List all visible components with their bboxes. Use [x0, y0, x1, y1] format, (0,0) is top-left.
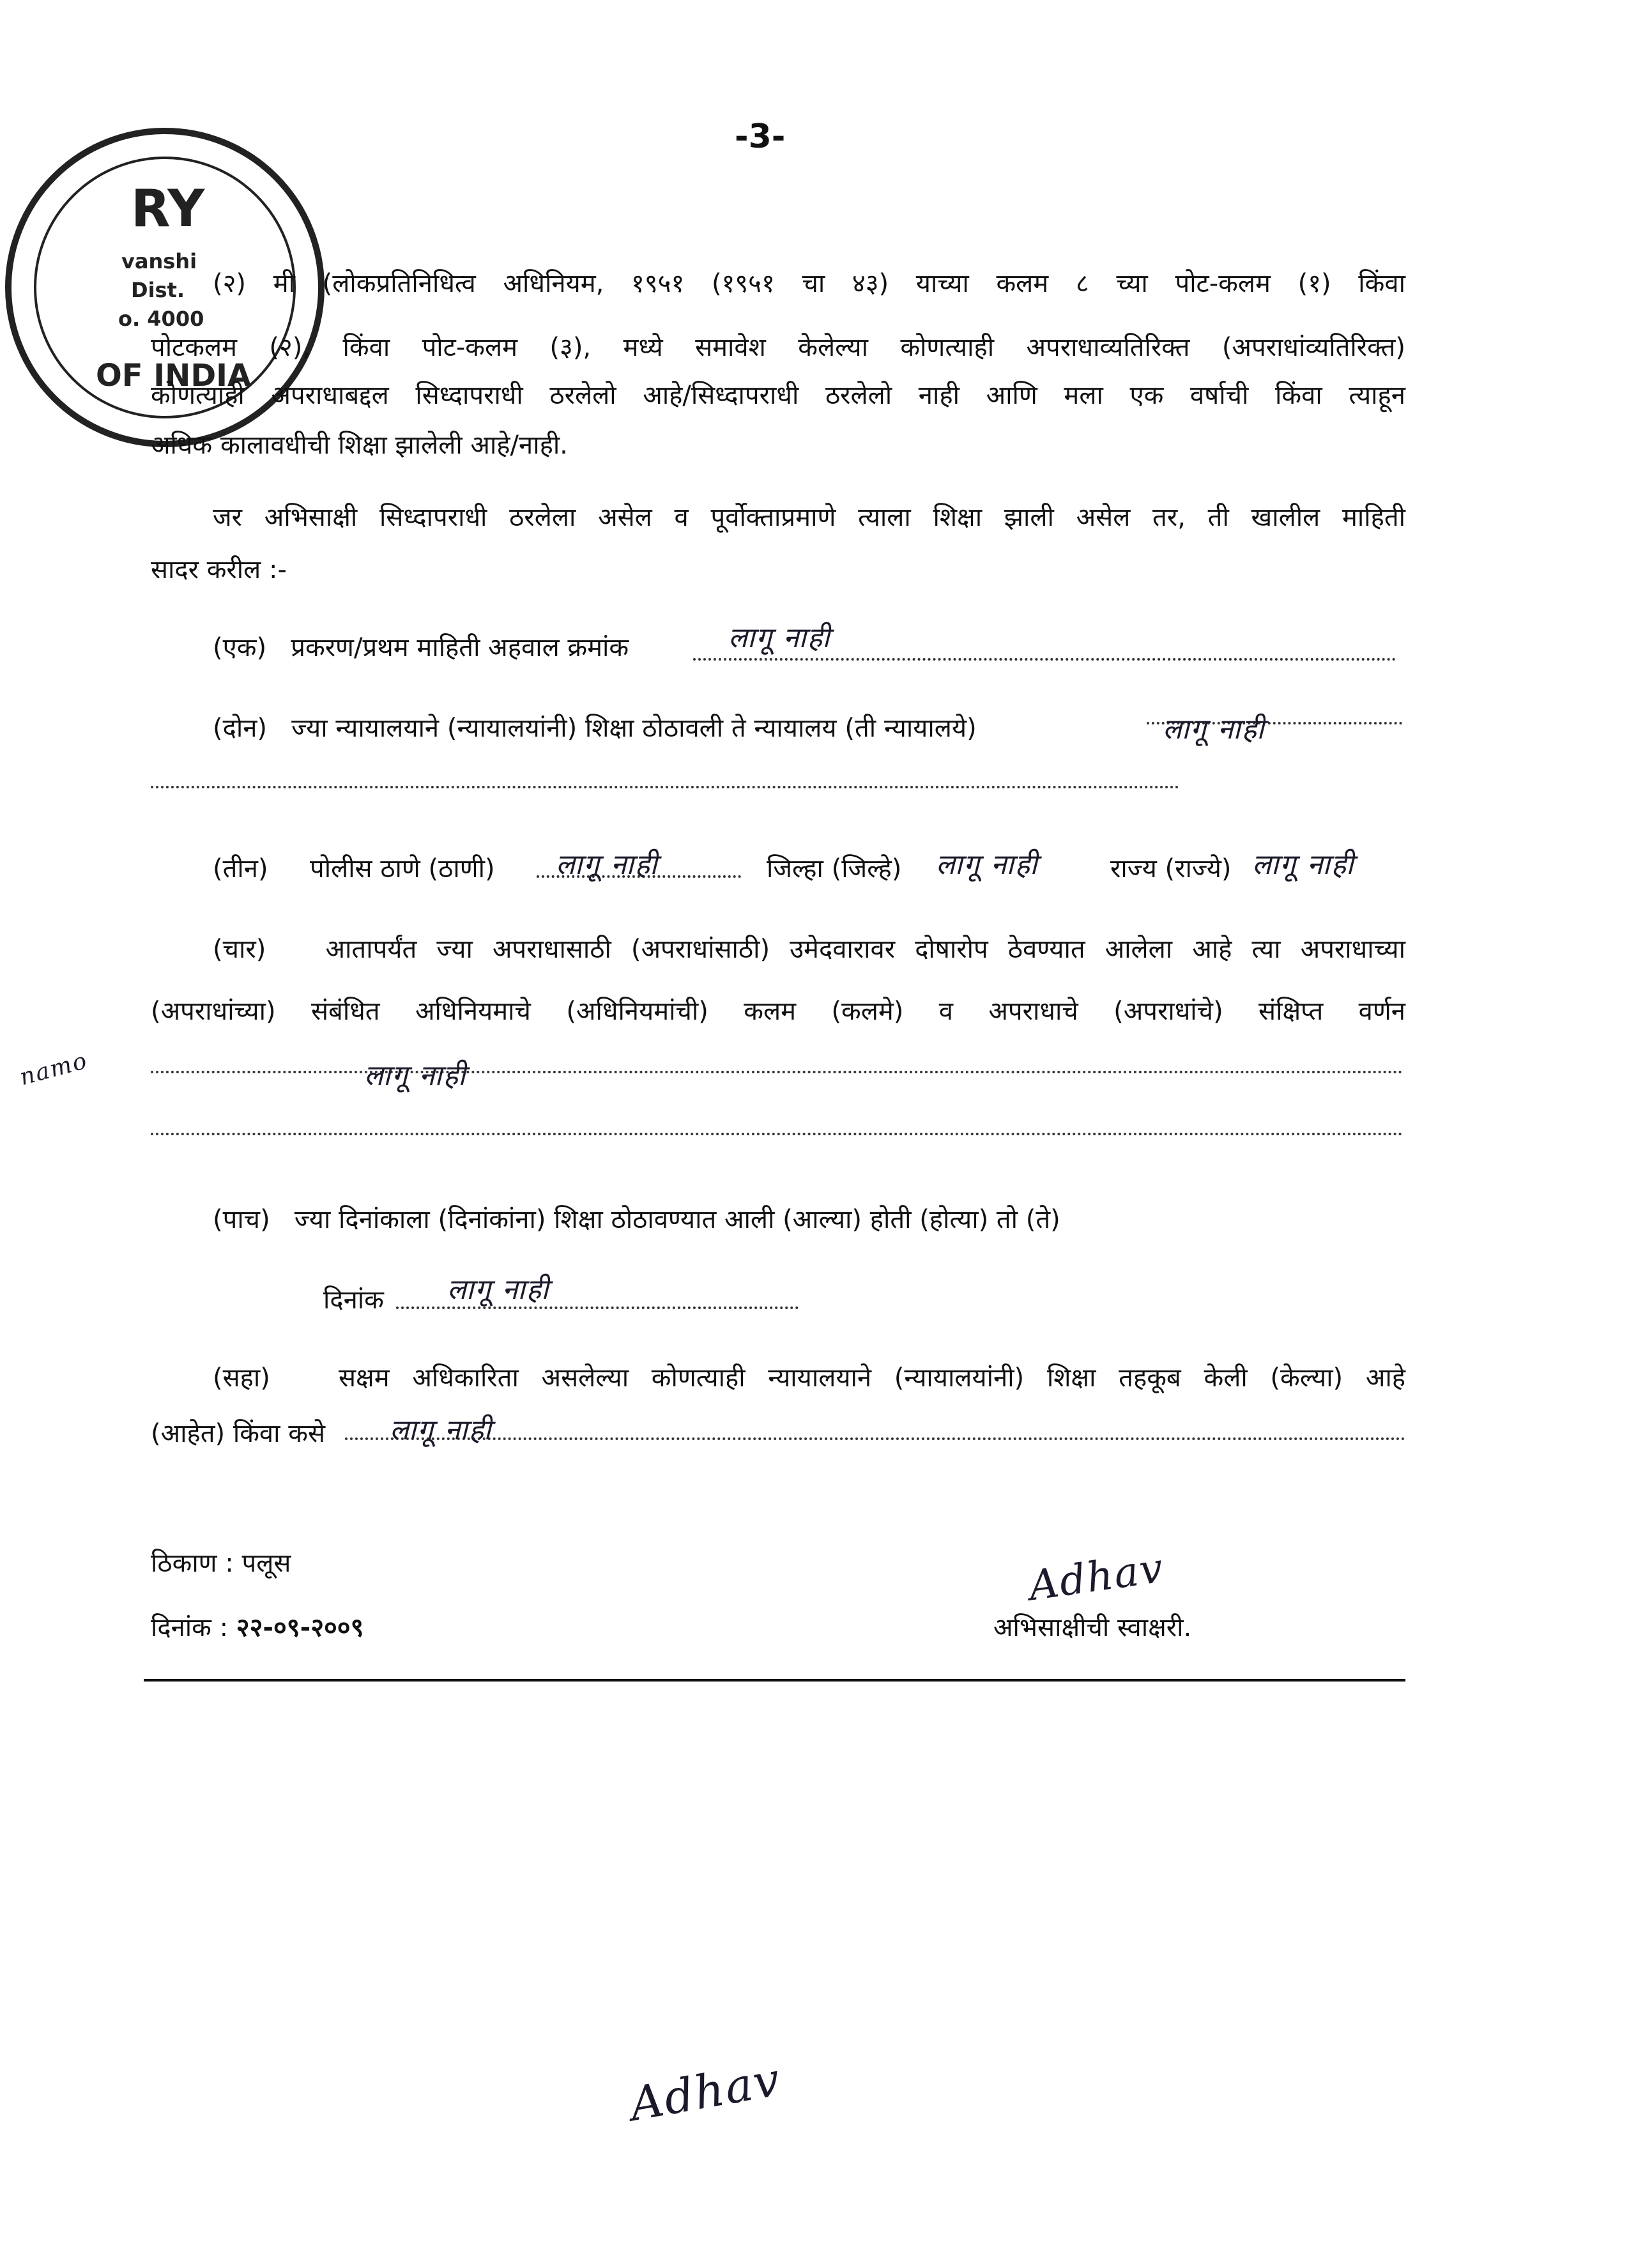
- place-label: ठिकाण :: [151, 1549, 234, 1578]
- item-number: (दोन): [213, 714, 268, 743]
- stamp-line: vanshi: [121, 249, 197, 273]
- item-char-line1: [213, 934, 1405, 965]
- stamp-top-text: RY: [131, 179, 205, 238]
- fill-line: [151, 786, 1179, 788]
- handwritten-value: लागू नाही: [1252, 848, 1355, 881]
- handwritten-value: लागू नाही: [728, 622, 831, 654]
- date-label: दिनांक :: [151, 1613, 229, 1643]
- item-label: प्रकरण/प्रथम माहिती अहवाल क्रमांक: [291, 633, 629, 663]
- page-number: -3-: [735, 118, 786, 156]
- item-pach: [213, 1204, 1060, 1235]
- item-text: सक्षम अधिकारिता असलेल्या कोणत्याही न्यायालयाने (न्यायालयांनी) शिक्षा तहकूब केली (केल्या) आहे: [339, 1363, 1405, 1393]
- item-ek: [213, 632, 629, 663]
- date-label: दिनांक: [323, 1285, 384, 1315]
- fill-line: [693, 658, 1396, 661]
- para1-line: अधिक कालावधीची शिक्षा झालेली आहे/नाही.: [151, 431, 568, 460]
- item-saha-line2: (आहेत) किंवा कसे: [151, 1419, 326, 1448]
- margin-note: namo: [17, 1047, 91, 1091]
- handwritten-value: लागू नाही: [447, 1273, 550, 1306]
- date: [151, 1613, 363, 1643]
- item-teen-number: (तीन): [213, 854, 268, 884]
- place: [151, 1548, 291, 1579]
- item-saha-line1: [213, 1363, 1405, 1393]
- item-number: (एक): [213, 633, 267, 663]
- signature: Adhav: [1025, 1544, 1167, 1611]
- signature-label: अभिसाक्षीची स्वाक्षरी.: [993, 1613, 1192, 1643]
- para2-line: जर अभिसाक्षी सिध्दापराधी ठरलेला असेल व पूर्वोक्ताप्रमाणे त्याला शिक्षा झाली असेल तर, ती खालील माहिती: [213, 503, 1405, 532]
- divider: [144, 1679, 1405, 1682]
- item-label: ज्या दिनांकाला (दिनांकांना) शिक्षा ठोठावण्यात आली (आल्या) होती (होत्या) तो (ते): [294, 1205, 1060, 1234]
- para1-line: (२) मी (लोकप्रतिनिधित्व अधिनियम, १९५१ (१९५१ चा ४३) याच्या कलम ८ च्या पोट-कलम (१) किंवा: [213, 269, 1405, 298]
- fill-line: [345, 1437, 1405, 1440]
- handwritten-value: लागू नाही: [936, 848, 1039, 881]
- bottom-signature: Adhav: [625, 2051, 785, 2132]
- stamp-bottom-text: OF INDIA: [96, 358, 252, 394]
- item-number: (सहा): [213, 1363, 270, 1393]
- handwritten-value: लागू नाही: [1163, 713, 1266, 746]
- item-text: आतापर्यंत ज्या अपराधासाठी (अपराधांसाठी) उमेदवारावर दोषारोप ठेवण्यात आलेला आहे त्या अपराधाच्या: [325, 935, 1405, 964]
- para1-line: पोटकलम (२), किंवा पोट-कलम (३), मध्ये समावेश केलेल्या कोणत्याही अपराधाव्यतिरिक्त (अपराधांव्यतिरिक्त): [151, 333, 1406, 362]
- para1-line: कोणत्याही अपराधाबद्दल सिध्दापराधी ठरलेलो आहे/सिध्दापराधी ठरलेलो नाही आणि मला एक वर्षाची किंवा त्याहून: [151, 381, 1405, 410]
- item-number: (चार): [213, 935, 266, 964]
- item-label: ज्या न्यायालयाने (न्यायालयांनी) शिक्षा ठोठावली ते न्यायालय (ती न्यायालये): [291, 714, 977, 743]
- district-label: जिल्हा (जिल्हे): [767, 854, 902, 884]
- item-don: [213, 713, 977, 744]
- stamp-line: Dist.: [131, 278, 185, 302]
- item-char-line2: (अपराधांच्या) संबंधित अधिनियमाचे (अधिनियमांची) कलम (कलमे) व अपराधाचे (अपराधांचे) संक्षिप्त वर्णन: [151, 997, 1405, 1026]
- handwritten-value: लागू नाही: [364, 1059, 467, 1092]
- handwritten-value: लागू नाही: [390, 1414, 493, 1446]
- handwritten-value: लागू नाही: [556, 848, 659, 881]
- fill-line: [151, 1071, 1403, 1073]
- para2-line: सादर करील :-: [151, 555, 287, 585]
- place-value: पलूस: [241, 1549, 291, 1578]
- police-station-label: पोलीस ठाणे (ठाणी): [310, 854, 495, 884]
- stamp-line: o. 4000: [118, 307, 204, 331]
- fill-line: [151, 1133, 1403, 1135]
- state-label: राज्य (राज्ये): [1110, 854, 1232, 884]
- date-value: २२-०९-२००९: [236, 1613, 364, 1643]
- item-number: (पाच): [213, 1205, 270, 1234]
- fill-line: [396, 1306, 799, 1309]
